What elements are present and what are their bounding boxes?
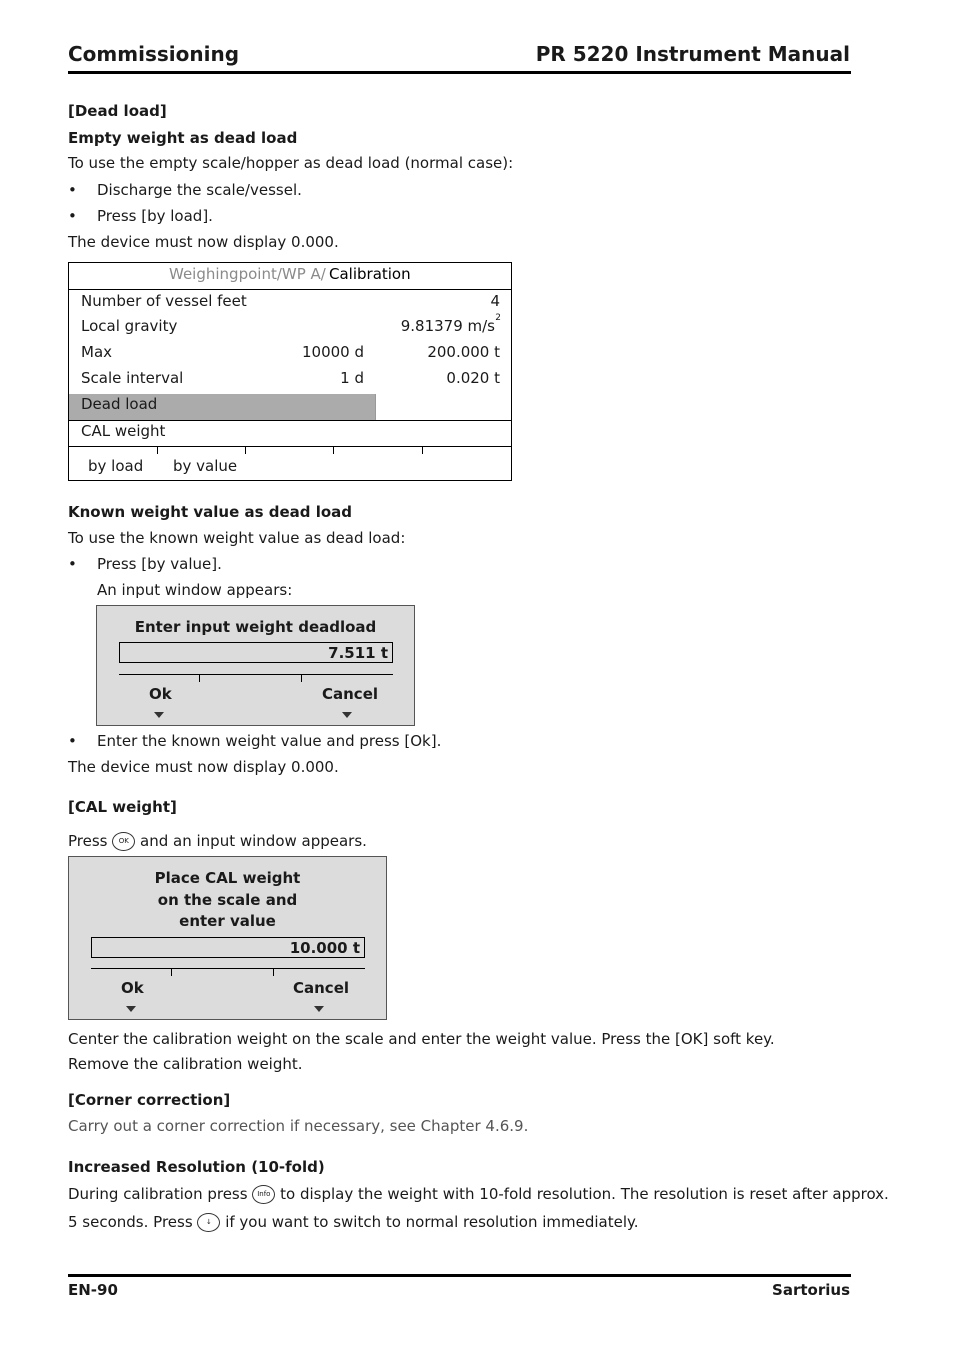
bullet-dot: • bbox=[68, 207, 77, 225]
softkey-bar bbox=[91, 968, 365, 969]
softkey-bar bbox=[69, 446, 511, 447]
row-dead-load-selected[interactable] bbox=[69, 394, 375, 420]
manual-title: PR 5220 Instrument Manual bbox=[535, 42, 850, 66]
softkey-divider bbox=[157, 446, 158, 454]
cal-weight-heading: [CAL weight] bbox=[68, 798, 177, 816]
bullet-enter-known-weight: Enter the known weight value and press [Ok]. bbox=[97, 732, 442, 750]
row-mid-max: 10000 d bbox=[301, 343, 364, 361]
input-window-note: An input window appears: bbox=[97, 581, 293, 599]
ok-key-icon: OK bbox=[112, 832, 135, 851]
cancel-button[interactable]: Cancel bbox=[293, 979, 350, 997]
empty-weight-intro: To use the empty scale/hopper as dead load (normal case): bbox=[68, 154, 514, 172]
divider bbox=[69, 420, 511, 421]
cal-weight-instruction bbox=[68, 832, 367, 851]
ok-arrow-down-icon bbox=[126, 1006, 136, 1012]
softkey-divider bbox=[422, 446, 423, 454]
empty-weight-subheading: Empty weight as dead load bbox=[68, 129, 298, 147]
header-rule bbox=[68, 71, 851, 74]
cancel-arrow-down-icon bbox=[342, 712, 352, 718]
row-label-cal-weight[interactable]: CAL weight bbox=[81, 422, 166, 440]
dialog-line-1: Place CAL weight bbox=[154, 869, 301, 887]
row-label-vessel-feet: Number of vessel feet bbox=[81, 292, 247, 310]
cancel-arrow-down-icon bbox=[314, 1006, 324, 1012]
row-label-dead-load: Dead load bbox=[81, 395, 158, 413]
bullet-dot: • bbox=[68, 181, 77, 199]
resolution-text-c: 5 seconds. Press bbox=[68, 1213, 193, 1231]
page-section-title: Commissioning bbox=[68, 42, 240, 66]
page-number: EN-90 bbox=[68, 1281, 118, 1299]
display-zero-note: The device must now display 0.000. bbox=[68, 233, 339, 251]
resolution-text-a: During calibration press bbox=[68, 1185, 248, 1203]
press-text: Press bbox=[68, 832, 108, 850]
softkey-divider bbox=[171, 968, 172, 976]
deadload-weight-input[interactable]: 7.511 t bbox=[119, 642, 393, 663]
calibration-screen bbox=[68, 262, 512, 481]
row-value-local-gravity-exponent: 2 bbox=[495, 313, 501, 323]
selection-edge bbox=[375, 394, 376, 420]
footer-rule bbox=[68, 1274, 851, 1277]
corner-correction-heading: [Corner correction] bbox=[68, 1091, 231, 1109]
row-label-scale-interval: Scale interval bbox=[81, 369, 184, 387]
resolution-text-line-1 bbox=[68, 1185, 889, 1204]
known-weight-subheading: Known weight value as dead load bbox=[68, 503, 353, 521]
softkey-divider bbox=[199, 674, 200, 682]
row-value-scale-interval: 0.020 t bbox=[446, 369, 500, 387]
bullet-dot: • bbox=[68, 555, 77, 573]
softkey-divider bbox=[245, 446, 246, 454]
known-weight-intro: To use the known weight value as dead load: bbox=[68, 529, 406, 547]
dialog-title: Enter input weight deadload bbox=[134, 618, 377, 636]
softkey-divider bbox=[273, 968, 274, 976]
bullet-press-by-value: Press [by value]. bbox=[97, 555, 222, 573]
bullet-dot: • bbox=[68, 732, 77, 750]
row-value-local-gravity: 9.81379 m/s bbox=[400, 317, 495, 335]
resolution-heading: Increased Resolution (10-fold) bbox=[68, 1158, 325, 1176]
ok-arrow-down-icon bbox=[154, 712, 164, 718]
center-weight-instruction: Center the calibration weight on the scale and enter the weight value. Press the [OK] soft key. bbox=[68, 1030, 775, 1048]
info-key-icon: Info bbox=[252, 1185, 275, 1204]
resolution-text-d: if you want to switch to normal resolution immediately. bbox=[225, 1213, 639, 1231]
divider bbox=[69, 289, 511, 290]
bullet-press-by-load: Press [by load]. bbox=[97, 207, 213, 225]
softkey-by-value[interactable]: by value bbox=[173, 457, 238, 475]
dead-load-heading: [Dead load] bbox=[68, 102, 167, 120]
bullet-discharge: Discharge the scale/vessel. bbox=[97, 181, 302, 199]
row-mid-scale-interval: 1 d bbox=[340, 369, 364, 387]
dialog-line-2: on the scale and bbox=[157, 891, 298, 909]
deadload-input-dialog bbox=[96, 605, 415, 726]
down-arrow-key-icon: ↓ bbox=[197, 1213, 220, 1232]
dialog-line-3: enter value bbox=[179, 912, 276, 930]
ok-button[interactable]: Ok bbox=[121, 979, 144, 997]
row-value-vessel-feet: 4 bbox=[490, 292, 500, 310]
after-key-text: and an input window appears. bbox=[140, 832, 367, 850]
cal-weight-dialog bbox=[68, 856, 387, 1020]
softkey-divider bbox=[301, 674, 302, 682]
resolution-text-b: to display the weight with 10-fold resolution. The resolution is reset after approx. bbox=[280, 1185, 889, 1203]
cancel-button[interactable]: Cancel bbox=[322, 685, 379, 703]
brand-name: Sartorius bbox=[772, 1281, 850, 1299]
softkey-divider bbox=[333, 446, 334, 454]
row-label-local-gravity: Local gravity bbox=[81, 317, 178, 335]
display-zero-note-2: The device must now display 0.000. bbox=[68, 758, 339, 776]
cal-weight-input[interactable]: 10.000 t bbox=[91, 937, 365, 958]
corner-correction-text: Carry out a corner correction if necessary, see Chapter 4.6.9. bbox=[68, 1117, 529, 1135]
resolution-text-line-2 bbox=[68, 1213, 639, 1232]
softkey-bar bbox=[119, 674, 393, 675]
ok-button[interactable]: Ok bbox=[149, 685, 172, 703]
breadcrumb-path: Weighingpoint/WP A/ bbox=[169, 265, 326, 283]
softkey-by-load[interactable]: by load bbox=[88, 457, 144, 475]
row-value-max: 200.000 t bbox=[427, 343, 500, 361]
breadcrumb-current: Calibration bbox=[329, 265, 411, 283]
remove-weight-instruction: Remove the calibration weight. bbox=[68, 1055, 303, 1073]
row-label-max: Max bbox=[81, 343, 113, 361]
